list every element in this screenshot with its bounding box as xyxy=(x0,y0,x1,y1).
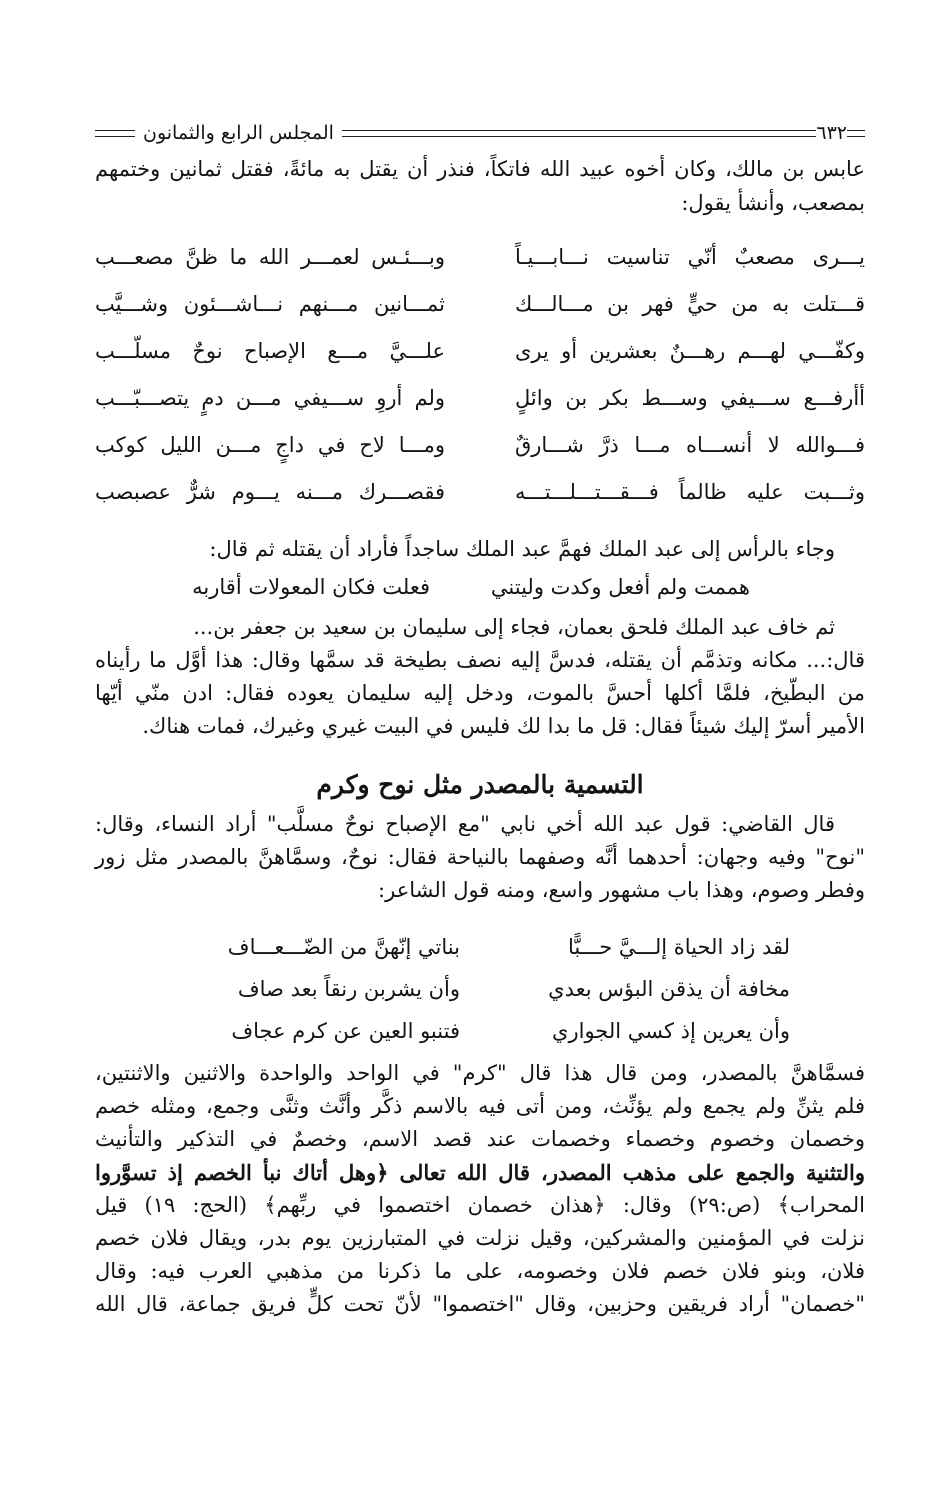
verse-first-hemistich: مخافة أن يذقن البؤس بعدي xyxy=(548,977,790,1001)
verse-row xyxy=(170,968,790,1010)
verse-row xyxy=(95,421,865,468)
poem-first xyxy=(95,233,865,515)
verse-first-hemistich: وكفّـــي لهـــم رهـــنٌ بعشرين أو يرى xyxy=(515,338,865,363)
header-rule xyxy=(95,130,135,137)
verse-second-hemistich: فقصـــرك مـــنه يـــوم شرٌّ عصبصب xyxy=(95,479,445,504)
paragraph-grammar xyxy=(95,1057,865,1321)
verse-second-hemistich: فعلت فكان المعولات أقاربه xyxy=(192,575,430,599)
verse-second-hemistich: علـــيَّ مـــع الإصباح نوحٌ مسلّـــب xyxy=(95,338,445,363)
verse-first-hemistich: وثـــبت عليه ظالماً فـــقـــتـــلـــتـــه xyxy=(515,479,865,504)
text-line: وفطر وصوم، وهذا باب مشهور واسع، ومنه قول الشاعر: xyxy=(378,878,865,902)
text-line: والتثنية والجمع على مذهب المصدر، قال الله تعالى ﴿وهل أتاك نبأ الخصم إذ تسوَّروا xyxy=(95,1160,865,1185)
verse-row xyxy=(95,233,865,280)
text-line: "نوح" وفيه وجهان: أحدهما أنَّه وصفهما بالنياحة فقال: نوحٌ، وسمَّاهنَّ بالمصدر مثل زور xyxy=(95,845,865,869)
text-line: المحراب﴾ (ص:٢٩) وقال: ﴿هذان خصمان اختصموا في ربِّهم﴾ (الحج: ١٩) قيل xyxy=(95,1193,865,1217)
text-line: "خصمان" أراد فريقين وحزبين، وقال "اختصموا" لأنّ تحت كلٍّ فريق جماعة، قال الله xyxy=(95,1292,865,1316)
mid-line xyxy=(95,532,835,566)
verse-row xyxy=(170,1010,790,1052)
verse-row xyxy=(150,566,750,608)
page-number: ٦٣٢ xyxy=(816,122,847,144)
text-line: عابس بن مالك، وكان أخوه عبيد الله فاتكاً، فنذر أن يقتل به مائةً، فقتل ثمانين وختمهم xyxy=(95,157,865,181)
verse-first-hemistich: فـــوالله لا أنســـاه مـــا ذرَّ شـــارقٌ xyxy=(515,432,865,457)
text-line: الأمير أسرّ إليك شيئاً فقال: قل ما بدا لك فليس في البيت غيري وغيرك، فمات هناك. xyxy=(142,714,865,738)
verse-second-hemistich: فتنبو العين عن كرم عجاف xyxy=(231,1019,460,1043)
verse-row xyxy=(95,327,865,374)
verse-second-hemistich: وأن يشربن رنقاً بعد صاف xyxy=(237,977,460,1001)
text-line: وجاء بالرأس إلى عبد الملك فهمَّ عبد الملك ساجداً فأراد أن يقتله ثم قال: xyxy=(209,537,835,561)
verse-row xyxy=(95,280,865,327)
verse-second-hemistich: بناتي إنّهنَّ من الضّـــعـــاف xyxy=(227,935,460,959)
poem-second xyxy=(150,566,750,608)
text-line: نزلت في المؤمنين والمشركين، وقيل نزلت في المتبارزين يوم بدر، ويقال فلان خصم xyxy=(95,1226,865,1250)
verse-row xyxy=(95,468,865,515)
paragraph-story xyxy=(95,611,865,743)
text-line: من البطّيخ، فلمَّا أكلها أحسَّ بالموت، ودخل إليه سليمان يعوده فقال: ادن منّي أيّها xyxy=(95,681,865,705)
text-line: بمصعب، وأنشأ يقول: xyxy=(681,191,865,215)
intro-paragraph xyxy=(95,152,865,220)
verse-row xyxy=(95,374,865,421)
verse-first-hemistich: لقد زاد الحياة إلـــيَّ حـــبًّا xyxy=(568,935,790,959)
header-rule xyxy=(847,130,865,137)
poem-third xyxy=(170,926,790,1052)
verse-first-hemistich: يـــرى مصعبٌ أنّي تناسيت نـــابـــيـاً xyxy=(515,244,865,269)
verse-first-hemistich: هممت ولم أفعل وكدت وليتني xyxy=(490,575,750,599)
section-heading: التسمية بالمصدر مثل نوح وكرم xyxy=(316,770,644,799)
text-line: فسمَّاهنَّ بالمصدر، ومن قال هذا قال "كرم" في الواحد والواحدة والاثنين والاثنتين، xyxy=(95,1061,865,1085)
text-line: قال القاضي: قول عبد الله أخي نابي "مع الإصباح نوحٌ مسلَّب" أراد النساء، وقال: xyxy=(95,812,835,836)
verse-first-hemistich: أأرفـــع ســـيفي وســـط بكر بن وائلٍ xyxy=(515,385,865,410)
verse-second-hemistich: ومـــا لاح في داجٍ مـــن الليل كوكب xyxy=(95,432,445,457)
verse-first-hemistich: وأن يعرين إذ كسي الجواري xyxy=(552,1019,790,1043)
running-header xyxy=(95,120,865,146)
verse-second-hemistich: وبـــئـس لعمـــر الله ما ظنَّ مصعـــب xyxy=(95,244,445,269)
text-line: فلم يثنِّ ولم يجمع ولم يؤنِّث، ومن أتى فيه بالاسم ذكَّر وأنَّث وثنَّى وجمع، ومثله خصم xyxy=(95,1094,865,1118)
header-rule xyxy=(342,130,816,137)
text-line: وخصمان وخصوم وخصماء وخصمات عند قصد الاسم، وخصمٌ في التذكير والتأنيث xyxy=(95,1127,865,1151)
chapter-title: المجلس الرابع والثمانون xyxy=(143,122,334,144)
verse-second-hemistich: ثمـــانين مـــنهم نـــاشـــئون وشـــيَّب xyxy=(95,291,445,316)
text-line: ثم خاف عبد الملك فلحق بعمان، فجاء إلى سليمان بن سعيد بن جعفر بن... xyxy=(193,615,835,639)
verse-row xyxy=(170,926,790,968)
verse-first-hemistich: قـــتلت به من حيٍّ فهر بن مـــالـــك xyxy=(515,291,865,316)
paragraph-qadi xyxy=(95,808,865,907)
text-line: قال:... مكانه وتذمَّم أن يقتله، فدسَّ إليه نصف بطيخة قد سمَّها وقال: هذا أوَّل ما رأيناه xyxy=(95,648,865,672)
verse-second-hemistich: ولم أروِ ســـيفي مـــن دمٍ يتصـــبّـــب xyxy=(95,385,445,410)
text-line: فلان، وبنو فلان خصم فلان وخصومه، على ما ذكرنا من مذهبي العرب فيه: وقال xyxy=(95,1259,865,1283)
